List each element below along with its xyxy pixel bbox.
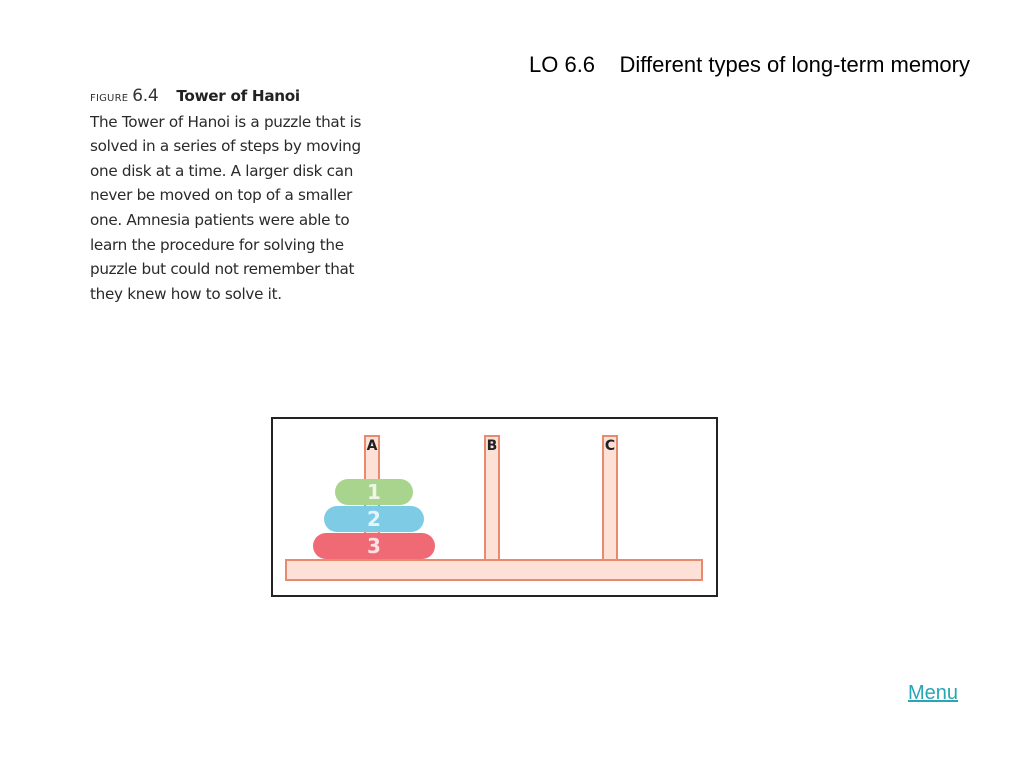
caption-line: one disk at a time. A larger disk can <box>90 161 354 180</box>
disk-1 <box>335 479 413 505</box>
disk-label-3: 3 <box>367 534 381 558</box>
caption-line: they knew how to solve it. <box>90 284 282 303</box>
figure-number: 6.4 <box>132 86 159 106</box>
figure-caption <box>90 84 410 306</box>
disk-2 <box>324 506 424 532</box>
peg-label-c: C <box>604 438 616 454</box>
peg-c <box>602 435 618 561</box>
peg-label-a: A <box>366 438 378 454</box>
caption-line: solved in a series of steps by moving <box>90 137 361 156</box>
tower-of-hanoi-diagram <box>271 417 718 597</box>
caption-line: one. Amnesia patients were able to <box>90 210 350 229</box>
caption-line: puzzle but could not remember that <box>90 260 355 279</box>
disk-label-1: 1 <box>367 480 381 504</box>
caption-line: learn the procedure for solving the <box>90 235 344 254</box>
slide-title: LO 6.6 Different types of long-term memory <box>529 52 970 77</box>
disk-label-2: 2 <box>367 507 381 531</box>
figure-title: Tower of Hanoi <box>176 87 300 105</box>
peg-label-b: B <box>486 438 498 454</box>
caption-line: never be moved on top of a smaller <box>90 186 352 205</box>
figure-label: figure <box>90 89 129 105</box>
caption-heading <box>90 84 410 110</box>
caption-line: The Tower of Hanoi is a puzzle that is <box>90 112 362 131</box>
disk-3 <box>313 533 435 559</box>
menu-link[interactable]: Menu <box>907 682 958 704</box>
base-board <box>285 559 703 581</box>
peg-b <box>484 435 500 561</box>
